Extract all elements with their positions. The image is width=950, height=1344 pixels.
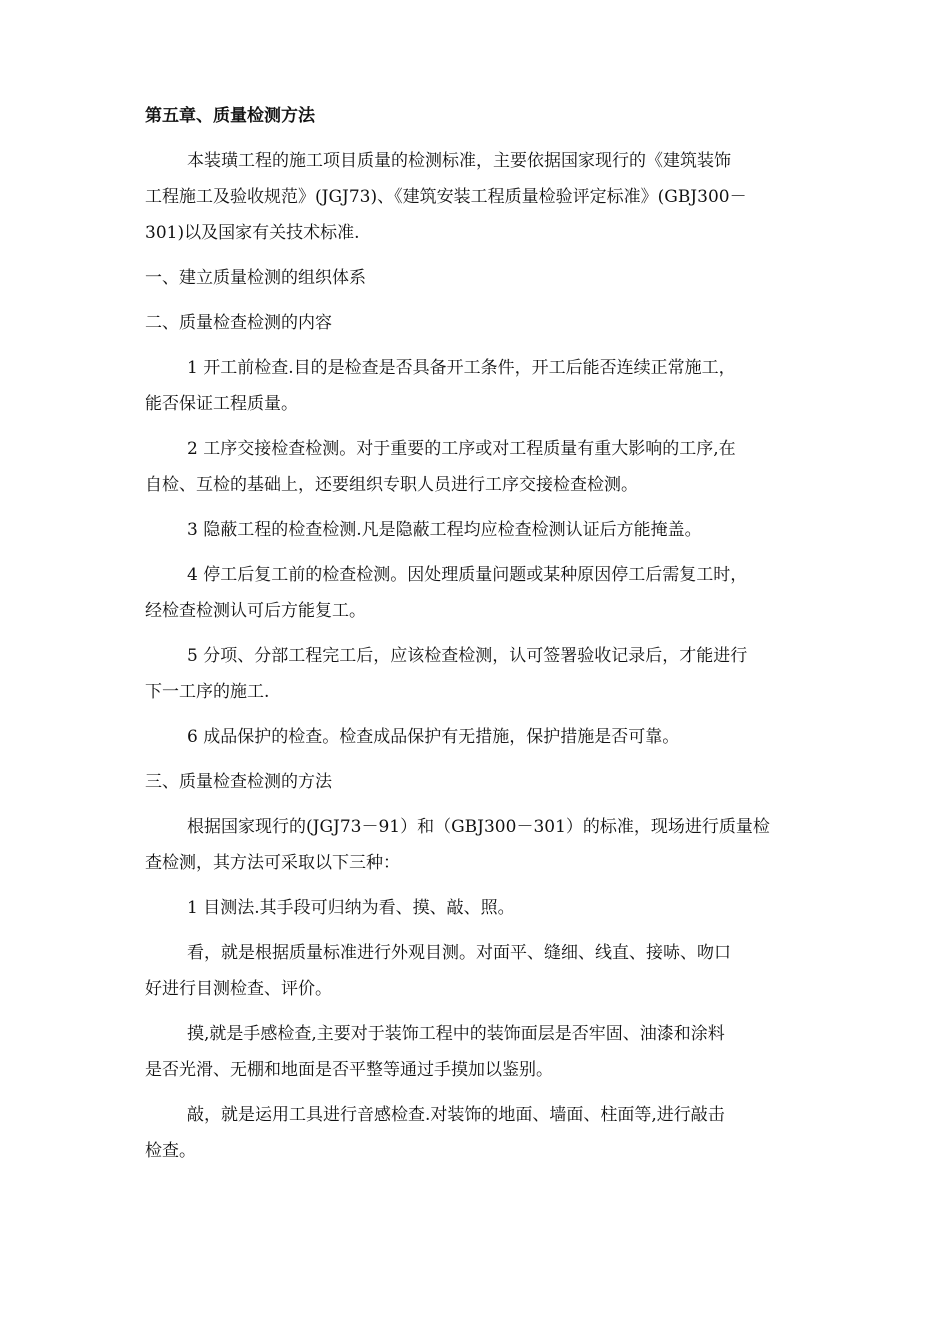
method-intro-paragraph — [145, 809, 815, 881]
document-body — [145, 98, 815, 1169]
paragraph-line: 4 停工后复工前的检查检测。因处理质量问题或某种原因停工后需复工时， — [187, 565, 748, 585]
paragraph-line: 摸,就是手感检查,主要对于装饰工程中的装饰面层是否牢固、油漆和涂料 — [187, 1024, 725, 1044]
paragraph-line: 6 成品保护的检查。检查成品保护有无措施，保护措施是否可靠。 — [187, 727, 680, 747]
paragraph-line: 3 隐蔽工程的检查检测.凡是隐蔽工程均应检查检测认证后方能掩盖。 — [187, 520, 702, 540]
chapter-title: 第五章、质量检测方法 — [145, 106, 315, 126]
item-6-paragraph — [145, 719, 815, 755]
item-5-paragraph — [145, 638, 815, 710]
paragraph-line: 根据国家现行的(JGJ73－91）和（GBJ300－301）的标准，现场进行质量检 — [187, 817, 770, 837]
paragraph-line: 检查。 — [145, 1141, 196, 1161]
paragraph-line: 好进行目测检查、评价。 — [145, 979, 332, 999]
paragraph-line: 下一工序的施工. — [145, 682, 270, 702]
paragraph-line: 301)以及国家有关技术标准. — [145, 223, 360, 243]
item-1-paragraph — [145, 350, 815, 422]
knock-paragraph — [145, 1097, 815, 1169]
section-heading-1: 一、建立质量检测的组织体系 — [145, 268, 366, 288]
paragraph-line: 2 工序交接检查检测。对于重要的工序或对工程质量有重大影响的工序,在 — [187, 439, 736, 459]
paragraph-line: 本装璜工程的施工项目质量的检测标准，主要依据国家现行的《建筑装饰 — [187, 151, 731, 171]
item-2-paragraph — [145, 431, 815, 503]
paragraph-line: 敲，就是运用工具进行音感检查.对装饰的地面、墙面、柱面等,进行敲击 — [187, 1105, 725, 1125]
paragraph-line: 1 开工前检查.目的是检查是否具备开工条件，开工后能否连续正常施工， — [187, 358, 736, 378]
look-paragraph — [145, 935, 815, 1007]
section-heading-3: 三、质量检查检测的方法 — [145, 772, 332, 792]
paragraph-line: 1 目测法.其手段可归纳为看、摸、敲、照。 — [187, 898, 515, 918]
item-3-paragraph — [145, 512, 815, 548]
paragraph-line: 看，就是根据质量标准进行外观目测。对面平、缝细、线直、接哧、吻口 — [187, 943, 731, 963]
touch-paragraph — [145, 1016, 815, 1088]
paragraph-line: 5 分项、分部工程完工后，应该检查检测，认可签署验收记录后，才能进行 — [187, 646, 748, 666]
paragraph-line: 能否保证工程质量。 — [145, 394, 298, 414]
item-4-paragraph — [145, 557, 815, 629]
paragraph-line: 是否光滑、无棚和地面是否平整等通过手摸加以鉴别。 — [145, 1060, 553, 1080]
intro-paragraph — [145, 143, 815, 251]
paragraph-line: 自检、互检的基础上，还要组织专职人员进行工序交接检查检测。 — [145, 475, 638, 495]
paragraph-line: 查检测，其方法可采取以下三种： — [145, 853, 400, 873]
method-1-paragraph — [145, 890, 815, 926]
paragraph-line: 工程施工及验收规范》(JGJ73)、《建筑安装工程质量检验评定标准》(GBJ300－ — [145, 187, 747, 207]
section-heading-2: 二、质量检查检测的内容 — [145, 313, 332, 333]
paragraph-line: 经检查检测认可后方能复工。 — [145, 601, 366, 621]
